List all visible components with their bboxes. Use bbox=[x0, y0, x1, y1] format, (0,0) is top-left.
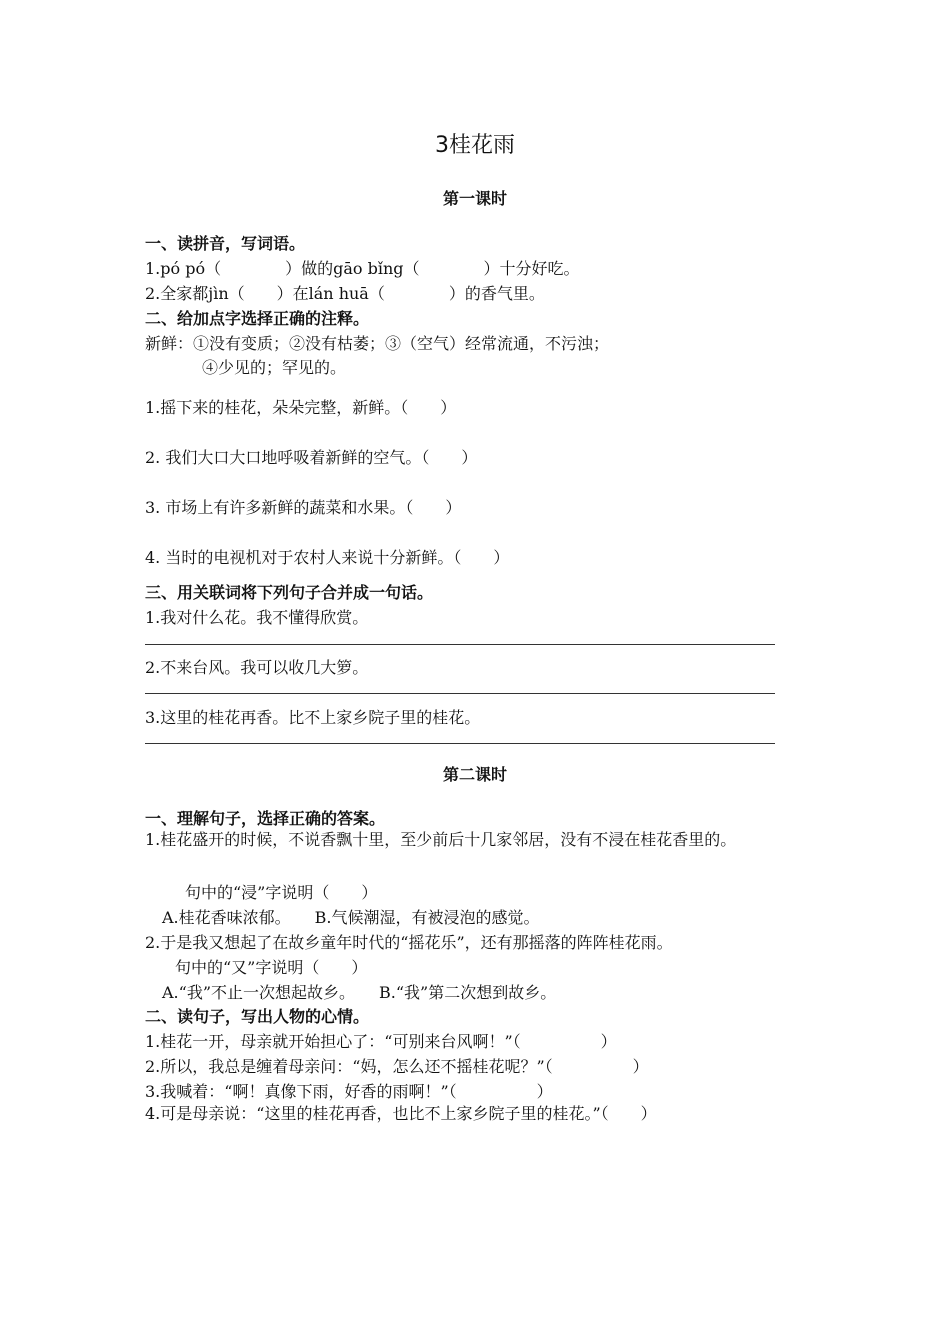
answer-line-2[interactable] bbox=[145, 693, 775, 694]
lesson2-heading: 第二课时 bbox=[442, 765, 507, 784]
l1-sec1-line-2: 2.全家都jìn（ ）在lán huā（ ）的香气里。 bbox=[145, 284, 545, 303]
l1-sec1-heading: 一、读拼音，写词语。 bbox=[145, 234, 306, 253]
l1-sec2-item-4: 4. 当时的电视机对于农村人来说十分新鲜。（ ） bbox=[145, 548, 510, 567]
l2-sec2-item-4: 4.可是母亲说：“这里的桂花再香，也比不上家乡院子里的桂花。”（ ） bbox=[145, 1104, 657, 1123]
l1-sec2-item-3: 3. 市场上有许多新鲜的蔬菜和水果。（ ） bbox=[145, 498, 462, 517]
l2-sec2-item-2: 2.所以，我总是缠着母亲问：“妈，怎么还不摇桂花呢？”（ ） bbox=[145, 1057, 649, 1076]
l1-sec2-heading: 二、给加点字选择正确的注释。 bbox=[145, 309, 370, 328]
definition-line-2: ④少见的；罕见的。 bbox=[202, 358, 347, 377]
l1-sec3-item-1: 1.我对什么花。我不懂得欣赏。 bbox=[145, 608, 369, 627]
l2-q2-options: A.“我”不止一次想起故乡。 B.“我”第二次想到故乡。 bbox=[162, 983, 557, 1002]
l2-sec1-heading: 一、理解句子，选择正确的答案。 bbox=[145, 809, 386, 828]
l1-sec3-item-3: 3.这里的桂花再香。比不上家乡院子里的桂花。 bbox=[145, 708, 481, 727]
l1-sec3-heading: 三、用关联词将下列句子合并成一句话。 bbox=[145, 583, 434, 602]
l2-q2-prompt: 句中的“又”字说明（ ） bbox=[175, 958, 368, 977]
lesson1-heading: 第一课时 bbox=[442, 189, 507, 208]
l2-q1: 1.桂花盛开的时候，不说香飘十里，至少前后十几家邻居，没有不浸在桂花香里的。 bbox=[145, 830, 737, 849]
definition-line-1: 新鲜：①没有变质；②没有枯萎；③（空气）经常流通，不污浊； bbox=[145, 334, 610, 353]
l2-q1-prompt: 句中的“浸”字说明（ ） bbox=[185, 883, 378, 902]
answer-line-1[interactable] bbox=[145, 644, 775, 645]
l2-sec2-heading: 二、读句子，写出人物的心情。 bbox=[145, 1007, 370, 1026]
l2-sec2-item-3: 3.我喊着：“啊！真像下雨，好香的雨啊！”（ ） bbox=[145, 1082, 553, 1101]
l1-sec2-item-1: 1.摇下来的桂花，朵朵完整，新鲜。（ ） bbox=[145, 398, 457, 417]
answer-line-3[interactable] bbox=[145, 743, 775, 744]
l2-q2: 2.于是我又想起了在故乡童年时代的“摇花乐”，还有那摇落的阵阵桂花雨。 bbox=[145, 933, 673, 952]
l1-sec2-item-2: 2. 我们大口大口地呼吸着新鲜的空气。（ ） bbox=[145, 448, 478, 467]
page-title: 3桂花雨 bbox=[435, 133, 515, 158]
l2-sec2-item-1: 1.桂花一开，母亲就开始担心了：“可别来台风啊！”（ ） bbox=[145, 1032, 617, 1051]
l1-sec1-line-1: 1.pó pó（ ）做的gāo bǐng（ ）十分好吃。 bbox=[145, 259, 580, 278]
l2-q1-options: A.桂花香味浓郁。 B.气候潮湿，有被浸泡的感觉。 bbox=[162, 908, 540, 927]
l1-sec3-item-2: 2.不来台风。我可以收几大箩。 bbox=[145, 658, 369, 677]
